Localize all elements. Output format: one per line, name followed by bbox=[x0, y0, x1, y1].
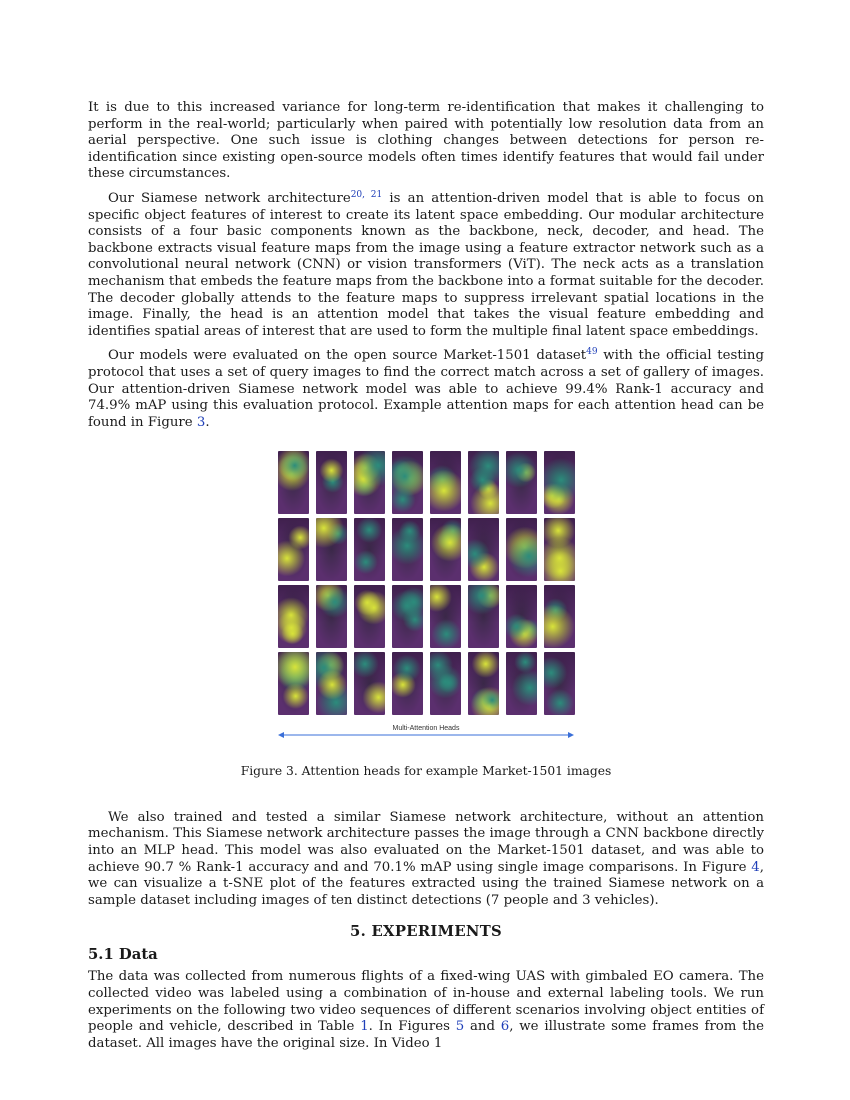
subsection-heading-data: 5.1 Data bbox=[88, 946, 158, 964]
paragraph-4-text-a: We also trained and tested a similar Siamese network architecture, without an attention mechanism. This Siamese network architecture passes the image through a CNN backbone directly into an MLP head. This model was also evaluated on the Market-1501 dataset, and was able to achieve 90.7 % Rank-1 accuracy and and 70.1% mAP using single image comparisons. In Figure bbox=[88, 809, 764, 875]
attention-map-thumbnail bbox=[544, 518, 575, 581]
figure-3-caption: Figure 3. Attention heads for example Market-1501 images bbox=[240, 764, 612, 779]
attention-map-thumbnail bbox=[430, 518, 461, 581]
attention-map-thumbnail bbox=[354, 451, 385, 514]
page-body bbox=[88, 100, 764, 1060]
figure-3-link[interactable]: 3 bbox=[196, 414, 206, 430]
paragraph-5-text-d: , we illustrate some frames from the dataset. All images have the original size. In Video 1 bbox=[88, 1019, 764, 1051]
attention-map-thumbnail bbox=[354, 518, 385, 581]
paragraph-5-text-b: . In Figures bbox=[368, 1019, 456, 1035]
paragraph-4 bbox=[88, 810, 764, 910]
figure-3 bbox=[88, 451, 764, 763]
attention-map-thumbnail bbox=[430, 585, 461, 648]
paragraph-1 bbox=[88, 100, 764, 183]
paragraph-5 bbox=[88, 969, 764, 1052]
paragraph-1-text: It is due to this increased variance for long-term re-identification that makes it challenging to perform in the real-world; particularly when paired with potentially low resolution data from an aerial perspective. One such issue is clothing changes between detections for person re-identification since existing open-source models often times identify features that would fail under these circumstances. bbox=[88, 100, 764, 182]
attention-map-thumbnail bbox=[506, 451, 537, 514]
attention-map-thumbnail bbox=[430, 652, 461, 715]
attention-map-thumbnail bbox=[506, 518, 537, 581]
paragraph-2-text-a: Our Siamese network architecture bbox=[108, 190, 351, 206]
attention-map-thumbnail bbox=[316, 652, 347, 715]
attention-map-thumbnail bbox=[392, 585, 423, 648]
attention-map-thumbnail bbox=[278, 652, 309, 715]
attention-map-thumbnail bbox=[278, 451, 309, 514]
paragraph-3-text-c: . bbox=[205, 414, 210, 430]
attention-map-thumbnail bbox=[506, 652, 537, 715]
attention-map-thumbnail bbox=[354, 585, 385, 648]
figure-6-link[interactable]: 6 bbox=[500, 1019, 510, 1035]
figure-4-link[interactable]: 4 bbox=[751, 859, 760, 875]
paragraph-3-text-b: with the official testing protocol that uses a set of query images to find the correct match across a set of gallery of images. Our attention-driven Siamese network model was able to achieve 99.4% Rank-1 accuracy and 74.9% mAP using this evaluation protocol. Example attention maps for each attention head can be found in Figure bbox=[88, 348, 764, 430]
attention-map-thumbnail bbox=[430, 451, 461, 514]
attention-map-thumbnail bbox=[316, 451, 347, 514]
section-heading-experiments: 5. EXPERIMENTS bbox=[349, 923, 503, 941]
paragraph-2 bbox=[88, 191, 764, 340]
attention-map-thumbnail bbox=[468, 585, 499, 648]
paragraph-3 bbox=[88, 348, 764, 431]
attention-map-thumbnail bbox=[392, 451, 423, 514]
paragraph-2-text-b: is an attention-driven model that is able to focus on specific object features of interest to create its latent space embedding. Our modular architecture consists of a four basic components known as the backbone, neck, decoder, and head. The backbone extracts visual feature maps from the image using a feature extractor network such as a convolutional neural network (CNN) or vision transformers (ViT). The neck acts as a translation mechanism that embeds the feature maps from the backbone into a format suitable for the decoder. The decoder globally attends to the feature maps to suppress irrelevant spatial locations in the image. Finally, the head is an attention model that takes the visual feature embedding and identifies spatial areas of interest that are used to form the multiple final latent space embeddings. bbox=[88, 190, 764, 339]
attention-map-thumbnail bbox=[316, 585, 347, 648]
attention-map-thumbnail bbox=[544, 585, 575, 648]
citation-49[interactable]: 49 bbox=[586, 347, 598, 358]
attention-heads-grid bbox=[278, 451, 574, 719]
attention-map-thumbnail bbox=[392, 652, 423, 715]
attention-map-thumbnail bbox=[278, 585, 309, 648]
multi-attention-heads-label: Multi-Attention Heads bbox=[390, 725, 463, 732]
attention-map-thumbnail bbox=[544, 652, 575, 715]
attention-map-thumbnail bbox=[506, 585, 537, 648]
attention-map-thumbnail bbox=[316, 518, 347, 581]
paragraph-3-text-a: Our models were evaluated on the open source Market-1501 dataset bbox=[108, 348, 587, 364]
attention-map-thumbnail bbox=[468, 518, 499, 581]
attention-map-thumbnail bbox=[278, 518, 309, 581]
attention-map-thumbnail bbox=[544, 451, 575, 514]
paragraph-5-text-a: The data was collected from numerous flights of a fixed-wing UAS with gimbaled EO camera. The collected video was labeled using a combination of in-house and external labeling tools. We run experiments on the following two video sequences of different scenarios involving object entities of people and vehicle, described in Table bbox=[88, 969, 764, 1035]
citation-20-21[interactable]: 20, 21 bbox=[350, 189, 383, 200]
figure-5-link[interactable]: 5 bbox=[455, 1019, 465, 1035]
paragraph-5-text-c: and bbox=[464, 1019, 501, 1035]
axis-label-wrap bbox=[88, 725, 764, 732]
attention-map-thumbnail bbox=[392, 518, 423, 581]
paragraph-4-text-b: , we can visualize a t-SNE plot of the features extracted using the trained Siamese network on a sample dataset including images of ten distinct detections (7 people and 3 vehicles). bbox=[88, 859, 764, 908]
attention-map-thumbnail bbox=[354, 652, 385, 715]
attention-map-thumbnail bbox=[468, 451, 499, 514]
table-1-link[interactable]: 1 bbox=[360, 1019, 369, 1035]
attention-map-thumbnail bbox=[468, 652, 499, 715]
